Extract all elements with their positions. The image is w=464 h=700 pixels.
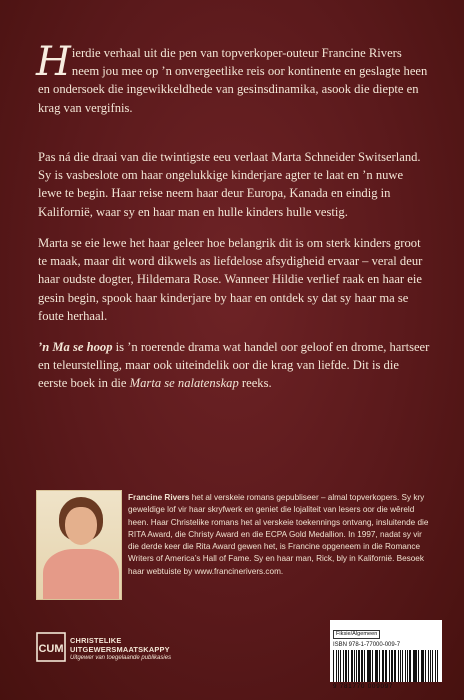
author-bio-text: het al verskeie romans gepubliseer – almal topverkopers. Sy kry geweldige lof vir haar skryfwerk en geniet die lojaliteit van lesers oor die wêreld heen. Haar Christelike romans het al verskeie toekennings ontvang, insluitende die RITA Award, die Christy Award en die ECPA Gold Medallion. In 1997, nadat sy vir die derde keer die Rita Award gewen het, is Francine opgeneem in die Romance Writers of America’s Hall of Fame. Sy en haar man, Rick, bly in Kalifornië. Besoek haar webtuiste by www.francinerivers.com. [128,493,429,576]
author-photo-body [43,549,119,600]
publisher-logo-text: CUM [38,643,64,655]
barcode-number: 9 781770 009097 [333,683,394,690]
story-paragraph-2: Marta se eie lewe het haar geleer hoe belangrik dit is om sterk kinders groot te maak, maar dit word dikwels as liefdelose afsydigheid ervaar – veral deur haar oudste dogter, Hildemara Rose. Wanneer Hildie verlief raak en haar eie gesin begin, spook haar kinderjare by haar en ontdek sy dat sy haar ma se foute herhaal. [38,236,423,323]
publisher-tagline: Uitgewer van toegelaande publikasies [70,655,172,661]
author-name: Francine Rivers [128,493,190,502]
publisher-line-2: UITGEWERSMAATSKAPPY [70,645,170,654]
summary-text-b: reeks. [238,376,272,391]
drop-cap-letter: H [36,39,71,85]
summary-paragraph [38,338,430,393]
publisher-imprint [70,636,171,663]
author-photo [36,490,122,600]
author-bio [128,492,430,578]
summary-text-a: is ’n roerende drama wat handel oor geloof en drome, hartseer en teleurstelling, maar ook uiteindelik oor die krag van liefde. Dit is die eerste boek in die [38,340,430,391]
isbn-text: ISBN 978-1-77000-009-7 [333,642,401,648]
author-photo-face [65,507,97,545]
story-paragraph-1: Pas ná die draai van die twintigste eeu verlaat Marta Schneider Switserland. Sy is vasbeslote om haar ongelukkige kinderjare agter te laat en ’n nuwe lewe te begin. Haar reise neem haar deur Europa, Kanada en eindig in Kalifornië, waar sy en haar man en hulle kinders hulle vestig. [38,150,421,219]
publisher-logo-icon [36,632,66,662]
genre-category: Fiksie/Algemeen [333,630,380,639]
publisher-line-1: CHRISTELIKE [70,636,122,645]
series-name: Marta se nalatenskap [129,376,239,391]
intro-paragraph-text: ierdie verhaal uit die pen van topverkoper-outeur Francine Rivers neem jou mee op ’n onvergeetlike reis oor kontinente en geslagte heen en ondersoek die ingewikkeldhede van gesinsdinamika, asook die diepte en krag van vergifnis. [38,46,428,115]
book-title: ’n Ma se hoop [38,340,113,354]
barcode-label [330,620,442,690]
intro-paragraph [36,39,430,117]
barcode-bars [333,650,439,682]
